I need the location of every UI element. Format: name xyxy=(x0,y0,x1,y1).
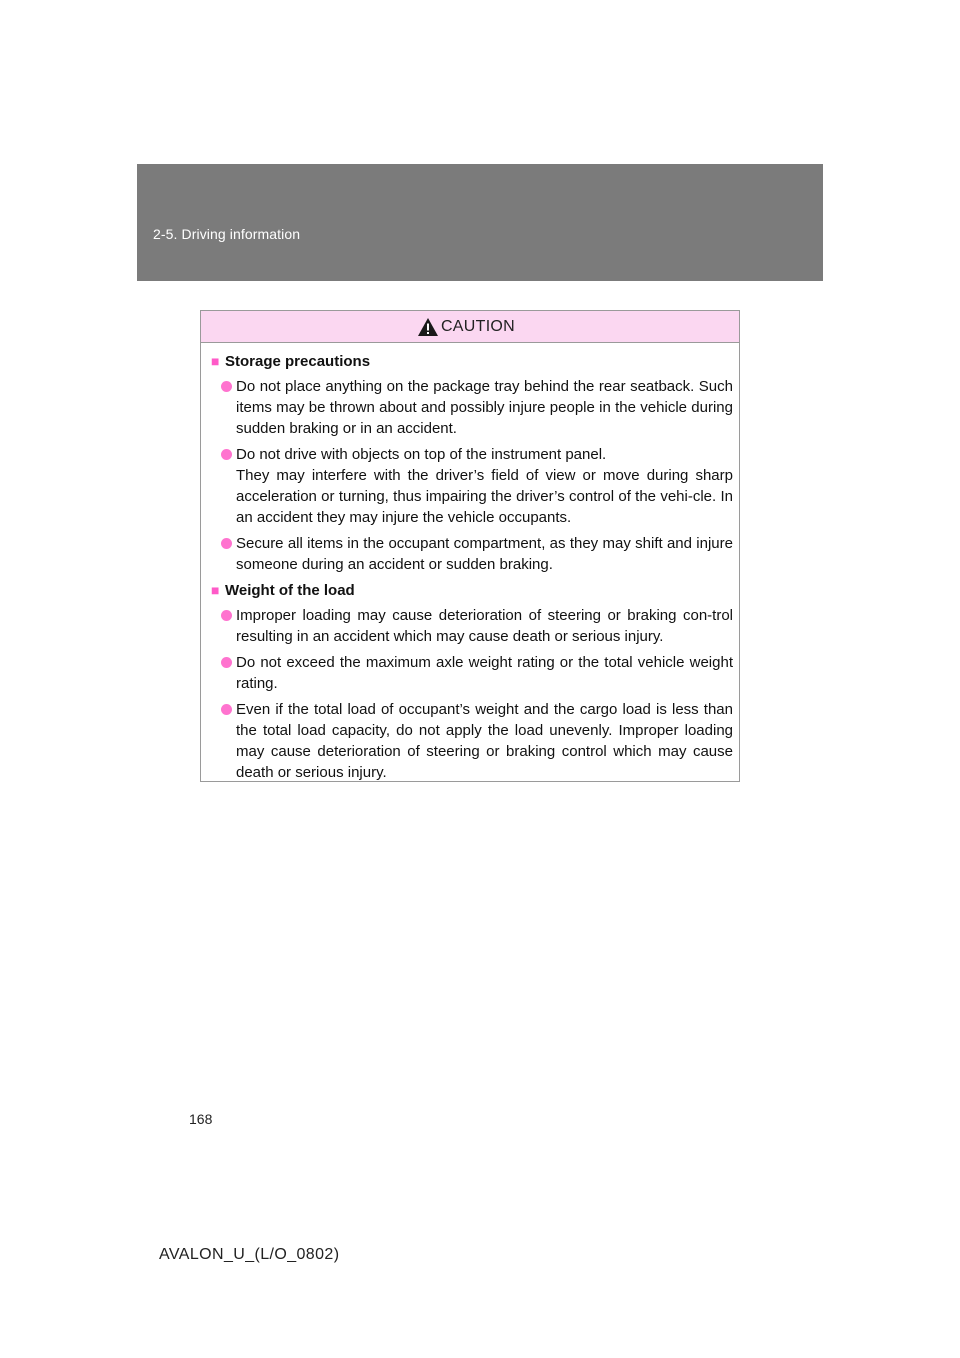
section-heading xyxy=(211,580,733,601)
circle-bullet-icon xyxy=(221,657,232,668)
bullet-text: Even if the total load of occupant’s weight and the cargo load is less than the total load capacity, do not apply the load unevenly. Improper loading may cause deterioration of steering or braking control which may cause death or serious injury. xyxy=(236,701,733,781)
circle-bullet-icon xyxy=(221,538,232,549)
section-title: 2-5. Driving information xyxy=(153,226,301,242)
bullet-text: Do not exceed the maximum axle weight rating or the total vehicle weight rating. xyxy=(236,654,733,692)
bullet-item xyxy=(211,605,733,647)
bullet-text: Do not drive with objects on top of the instrument panel. They may interfere with the driver’s field of view or move during sharp acceleration or turning, thus impairing the driver’s control of the vehi-cle. In an accident they may injure the vehicle occupants. xyxy=(236,446,733,526)
caution-body xyxy=(201,343,739,783)
circle-bullet-icon xyxy=(221,704,232,715)
bullet-text: Secure all items in the occupant compartment, as they may shift and injure someone during an accident or sudden braking. xyxy=(236,535,733,573)
section-heading-text: Weight of the load xyxy=(225,582,355,599)
caution-title: CAUTION xyxy=(440,317,516,335)
square-bullet-icon: ■ xyxy=(211,353,220,369)
bullet-text: Do not place anything on the package tray behind the rear seatback. Such items may be thrown about and possibly injure people in the vehicle during sudden braking or in an accident. xyxy=(236,378,733,437)
header-band xyxy=(137,164,823,281)
warning-icon xyxy=(417,317,439,337)
circle-bullet-icon xyxy=(221,381,232,392)
caution-box xyxy=(200,310,740,782)
footer-code: AVALON_U_(L/O_0802) xyxy=(159,1246,340,1263)
page-number: 168 xyxy=(189,1111,213,1127)
section-heading-text: Storage precautions xyxy=(225,353,371,370)
section-heading xyxy=(211,351,733,372)
bullet-item xyxy=(211,652,733,694)
square-bullet-icon: ■ xyxy=(211,582,220,598)
circle-bullet-icon xyxy=(221,449,232,460)
bullet-item xyxy=(211,444,733,528)
bullet-item xyxy=(211,699,733,783)
circle-bullet-icon xyxy=(221,610,232,621)
bullet-text: Improper loading may cause deterioration of steering or braking con-trol resulting in an accident which may cause death or serious injury. xyxy=(236,607,733,645)
caution-header xyxy=(201,311,739,343)
bullet-item xyxy=(211,533,733,575)
bullet-item xyxy=(211,376,733,439)
